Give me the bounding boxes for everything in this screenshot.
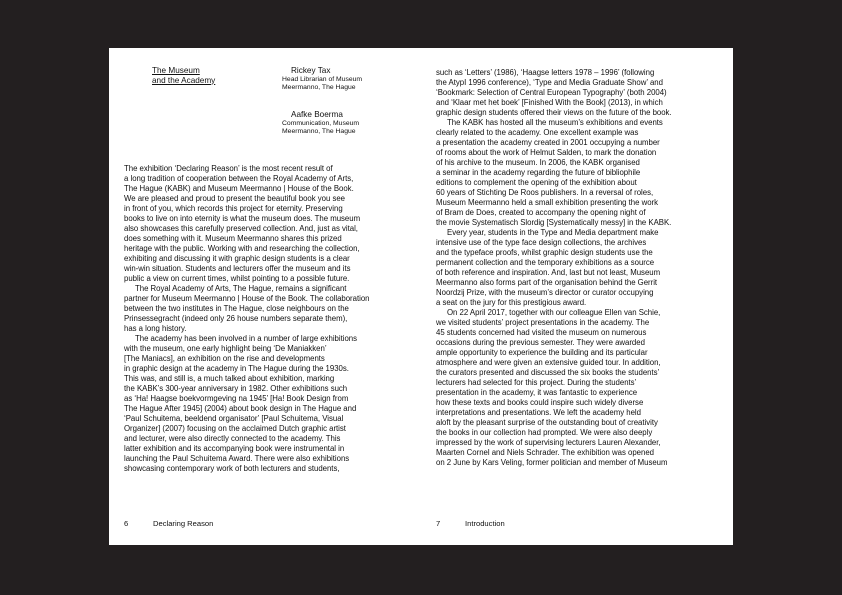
text-line: We are pleased and proud to present the beautiful book you see [124,194,345,203]
text-line: ample opportunity to experience the building and its particular [436,348,648,357]
text-line: editions to complement the opening of the exhibition about [436,178,637,187]
text-line: such as ‘Letters’ (1986), ‘Haagse letters 1978 – 1996’ (following [436,68,655,77]
page-number: 6 [124,519,129,528]
text-line: The KABK has hosted all the museum’s exhibitions and events [447,118,663,127]
author-block-2 [282,110,359,137]
text-line: the AtypI 1996 conference), ‘Type and Media Graduate Show’ and [436,78,663,87]
text-line: in front of you, which records this project for eternity. Preserving [124,204,343,213]
text-line: The exhibition ‘Declaring Reason’ is the most recent result of [124,164,333,173]
text-line: and ‘Klaar met het boek’ [Finished With the Book] (2013), in which [436,98,663,107]
body-paragraph [124,284,409,334]
folio-left [124,519,213,528]
text-line: The Royal Academy of Arts, The Hague, remains a significant [135,284,347,293]
body-paragraph [436,228,721,308]
folio-right [436,519,505,528]
text-line: and the typeface proofs, whilst graphic design students use the [436,248,653,257]
body-paragraph [436,118,721,228]
text-line: in graphic design at the academy in The Hague during the 1930s. [124,364,349,373]
text-line: Meermanno also forms part of the organisation behind the Gerrit [436,278,658,287]
text-line: launching the Paul Schuitema Award. There were also exhibitions [124,454,350,463]
text-line: graphic design students offered their views on the future of the book. [436,108,672,117]
text-line: a presentation the academy created in 2001 occupying a number [436,138,660,147]
text-line: as ‘Ha! Haagse boekvormgeving na 1945’ [Ha! Book Design from [124,394,349,403]
text-line: public a view on current times, whilst pointing to a possible future. [124,274,350,283]
text-line: The academy has been involved in a number of large exhibitions [135,334,357,343]
text-line: of rooms about the work of Helmut Salden, to mark the donation [436,148,657,157]
article-title: The Museum and the Academy [152,66,216,85]
running-head: Declaring Reason [153,519,214,528]
text-line: [The Maniacs], an exhibition on the rise and developments [124,354,325,363]
text-line: heritage with the public. Working with and researching the collection, [124,244,360,253]
text-line: of his archive to the museum. In 2006, the KABK organised [436,158,640,167]
author-block-1 [282,66,362,93]
text-line: Organizer] (2007) focusing on the acclaimed Dutch graphic artist [124,424,346,433]
text-line: we visited students’ project presentations in the academy. The [436,318,650,327]
text-line: and lecturer, were also directly connected to the academy. This [124,434,341,443]
text-line: between the two institutes in The Hague, close neighbours on the [124,304,349,313]
text-line: a long tradition of cooperation between the Royal Academy of Arts, [124,174,354,183]
running-head: Introduction [465,519,505,528]
text-line: This was, and still is, a much talked about exhibition, marking [124,374,335,383]
text-line: clearly related to the academy. One excellent example was [436,128,639,137]
text-line: On 22 April 2017, together with our colleague Ellen van Schie, [447,308,661,317]
text-line: aloft by the pleasant surprise of the outstanding bout of creativity [436,418,658,427]
text-line: the books in our collection had prompted. We were also deeply [436,428,653,437]
author-role: Head Librarian of Museum Meermanno, The Hague [282,76,363,92]
text-line: of Bram de Does, created to accompany the opening night of [436,208,646,217]
text-line: intensive use of the type face design collections, the archives [436,238,647,247]
text-line: exhibiting and discussing it with graphic design students is a clear [124,254,350,263]
text-line: on 2 June by Kars Veling, former politician and member of Museum [436,458,668,467]
text-line: 60 years of Stichting De Roos publishers. In a reversal of roles, [436,188,654,197]
text-line: win-win situation. Students and lecturers offer the museum and its [124,264,351,273]
text-line: showcasing contemporary work of both lecturers and students, [124,464,340,473]
body-paragraph [436,308,721,468]
book-spread [109,48,733,545]
text-line: atmosphere and were given an extensive guided tour. In addition, [436,358,661,367]
text-line: ‘Bookmark: Selection of Central European Typography’ (both 2004) [436,88,667,97]
text-line: also showcases this carefully preserved collection. And, just as vital, [124,224,358,233]
text-line: latter exhibition and its accompanying book were instrumental in [124,444,345,453]
body-paragraph [124,164,409,284]
text-line: Prinsessegracht (indeed only 26 house numbers separate them), [124,314,348,323]
author-name: Rickey Tax [291,66,331,75]
text-line: ‘Paul Schuitema, beeldend organisator’ [Paul Schuitema, Visual [124,414,344,423]
body-paragraph [124,334,409,474]
text-line: Maarten Cornel and Niels Schrader. The exhibition was opened [436,448,654,457]
text-line: books to live on into eternity is what the museum does. The museum [124,214,361,223]
text-line: a seat on the jury for this prestigious award. [436,298,587,307]
body-text-left [124,164,409,474]
text-line: presentation in the academy, it was fantastic to experience [436,388,638,397]
text-line: partner for Museum Meermanno | House of the Book. The collaboration [124,294,370,303]
text-line: 45 students concerned had visited the museum on numerous [436,328,647,337]
author-name: Aafke Boerma [291,110,343,119]
text-line: the movie Systematisch Slordig [Systematically messy] in the KABK. [436,218,672,227]
text-line: The Hague (KABK) and Museum Meermanno | House of the Book. [124,184,354,193]
text-line: occasions during the previous semester. They were awarded [436,338,645,347]
text-line: how these texts and books could inspire such widely diverse [436,398,644,407]
text-line: the curators presented and discussed the six books the students’ [436,368,660,377]
text-line: with the museum, one early highlight being ‘De Maniakken’ [124,344,327,353]
text-line: of both reference and inspiration. And, last but not least, Museum [436,268,661,277]
text-line: permanent collection and the temporary exhibitions as a source [436,258,655,267]
body-paragraph [436,68,721,118]
page-number: 7 [436,519,441,528]
left-page [109,48,421,545]
text-line: does something with it. Museum Meermanno shares this prized [124,234,342,243]
text-line: The Hague After 1945] (2004) about book design in The Hague and [124,404,357,413]
text-line: Noordzij Prize, with the museum’s director or curator occupying [436,288,654,297]
text-line: interpretations and presentations. We left the academy held [436,408,641,417]
text-line: Museum Meermanno held a small exhibition presenting the work [436,198,659,207]
text-line: impressed by the work of supervising lecturers Lauren Alexander, [436,438,661,447]
body-text-right [436,68,721,468]
text-line: the KABK’s 300-year anniversary in 1982. Other exhibitions such [124,384,348,393]
text-line: a seminar in the academy regarding the future of bibliophile [436,168,641,177]
right-page [421,48,733,545]
text-line: has a long history. [124,324,187,333]
text-line: Every year, students in the Type and Media department make [447,228,659,237]
text-line: lecturers had selected for this project. During the students’ [436,378,637,387]
author-role: Communication, Museum Meermanno, The Hague [282,120,360,136]
